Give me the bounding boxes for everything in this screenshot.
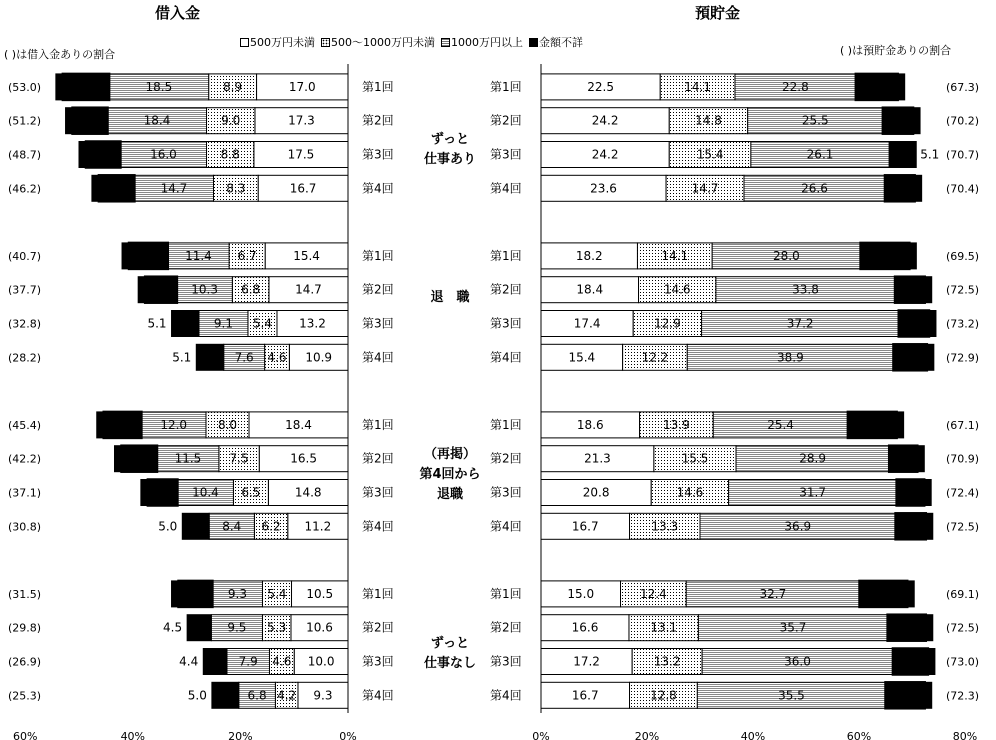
segment-unknown-fill (212, 682, 239, 708)
group-label-line: 第4回から (419, 467, 481, 482)
right-value-label: 38.9 (777, 350, 804, 365)
left-share-label: (37.7) (8, 283, 42, 297)
right-value-label: 31.7 (799, 485, 826, 500)
right-share-label: (72.3) (946, 689, 980, 703)
right-value-label: 32.7 (759, 586, 787, 601)
left-value-label: 18.4 (285, 417, 312, 432)
right-share-label: (73.2) (946, 317, 980, 331)
right-value-label: 13.1 (650, 620, 678, 635)
left-round-label: 第2回 (362, 451, 394, 466)
left-share-label: (30.8) (8, 520, 42, 534)
segment-unknown-block (56, 74, 63, 100)
segment-unknown-fill (889, 142, 916, 168)
left-round-label: 第4回 (362, 350, 394, 365)
segment-unknown-block (66, 108, 73, 134)
left-value-label: 8.3 (226, 181, 246, 196)
segment-unknown-block (927, 344, 934, 370)
right-share-label: (73.0) (946, 655, 980, 669)
left-share-label: (45.4) (8, 418, 42, 432)
right-share-label: (70.9) (946, 452, 980, 466)
left-value-label: 7.6 (234, 350, 254, 365)
left-round-label: 第4回 (362, 688, 394, 703)
left-value-label: 10.3 (191, 282, 218, 297)
segment-unknown-fill (196, 344, 223, 370)
segment-unknown-block (926, 615, 933, 641)
right-value-label: 6.6 (900, 654, 920, 669)
left-value-label: 7.2 (138, 248, 158, 263)
right-value-label: 12.9 (654, 316, 681, 331)
left-value-label: 9.0 (221, 113, 241, 128)
group-label-line: 仕事あり (423, 152, 476, 167)
right-value-label: 13.2 (653, 654, 681, 669)
right-value-label: 7.9 (867, 79, 887, 94)
segment-unknown-block (928, 649, 935, 675)
left-value-label: 6.5 (241, 485, 261, 500)
right-value-label: 17.4 (573, 316, 601, 331)
left-value-label: 14.7 (295, 282, 322, 297)
right-round-label: 第1回 (490, 417, 522, 432)
right-value-label: 28.0 (773, 248, 800, 263)
right-x-tick-label: 0% (532, 730, 550, 740)
left-round-label: 第2回 (362, 620, 394, 635)
right-value-label: 33.8 (792, 282, 819, 297)
segment-unknown-block (97, 412, 104, 438)
right-value-label: 18.6 (576, 417, 604, 432)
left-value-label: 9.3 (227, 586, 247, 601)
right-value-label: 23.6 (590, 181, 617, 196)
left-round-label: 第1回 (362, 79, 394, 94)
right-share-label: (70.4) (946, 182, 980, 196)
left-value-label: 11.5 (174, 451, 202, 466)
right-value-label: 12.8 (650, 688, 677, 703)
segment-unknown-fill (172, 311, 199, 337)
left-x-tick-label: 60% (12, 730, 38, 740)
left-value-label: 5.4 (267, 586, 287, 601)
right-value-label: 14.7 (691, 181, 719, 196)
left-round-label: 第1回 (362, 586, 394, 601)
left-value-label: 8.4 (222, 519, 242, 534)
right-value-label: 5.6 (890, 181, 910, 196)
right-value-label: 9.2 (862, 417, 882, 432)
left-round-label: 第3回 (362, 147, 394, 162)
right-value-label: 26.1 (806, 147, 834, 162)
right-value-label: 5.7 (904, 316, 924, 331)
right-value-label: 14.6 (676, 485, 704, 500)
left-value-label: 10.5 (306, 586, 334, 601)
right-value-label: 6.3 (900, 350, 920, 365)
right-value-label: 16.6 (571, 620, 599, 635)
group-label-line: ずっと (430, 132, 470, 147)
left-share-label: (26.9) (8, 655, 42, 669)
left-value-label: 17.3 (288, 113, 315, 128)
left-value-label: 7.0 (113, 417, 133, 432)
left-value-label: 13.2 (299, 316, 326, 331)
right-round-label: 第2回 (490, 113, 522, 128)
right-share-label: (69.5) (946, 249, 980, 263)
left-share-label: (42.2) (8, 452, 42, 466)
left-value-label: 18.4 (143, 113, 171, 128)
right-value-label: 35.5 (778, 688, 805, 703)
right-value-label: 9.2 (875, 248, 895, 263)
left-x-tick-label: 20% (228, 730, 253, 740)
left-chart-layer (8, 64, 394, 740)
segment-unknown-block (929, 311, 936, 337)
right-x-tick-label: 80% (952, 730, 978, 740)
left-value-label: 5.1 (172, 350, 192, 365)
left-value-label: 6.2 (261, 519, 281, 534)
right-value-label: 22.8 (782, 79, 809, 94)
left-value-label: 17.5 (287, 147, 315, 162)
segment-unknown-block (915, 175, 922, 201)
left-value-label: 5.0 (158, 519, 178, 534)
right-value-label: 36.9 (784, 519, 812, 534)
right-round-label: 第4回 (490, 519, 522, 534)
right-value-label: 15.4 (696, 147, 724, 162)
right-value-label: 5.1 (920, 147, 940, 162)
left-value-label: 16.0 (150, 147, 177, 162)
left-value-label: 16.5 (290, 451, 317, 466)
left-value-label: 5.3 (267, 620, 287, 635)
segment-unknown-block (172, 581, 179, 607)
left-value-label: 6.8 (241, 282, 261, 297)
group-label-line: 仕事なし (423, 656, 476, 671)
right-x-tick-label: 20% (634, 730, 660, 740)
right-value-label: 37.2 (786, 316, 814, 331)
left-value-label: 6.4 (93, 147, 113, 162)
legend-label: 1000万円以上 (451, 36, 523, 49)
right-value-label: 25.4 (767, 417, 794, 432)
right-value-label: 21.3 (584, 451, 611, 466)
left-value-label: 5.5 (153, 485, 173, 500)
left-value-label: 6.3 (185, 586, 206, 601)
left-value-label: 6.7 (237, 248, 257, 263)
left-round-label: 第3回 (362, 485, 394, 500)
left-round-label: 第2回 (362, 113, 394, 128)
right-round-label: 第4回 (490, 688, 522, 703)
left-round-label: 第3回 (362, 316, 394, 331)
right-value-label: 9.0 (873, 586, 893, 601)
right-value-label: 12.2 (641, 350, 669, 365)
left-x-tick-label: 40% (120, 730, 146, 740)
right-value-label: 20.8 (582, 485, 610, 500)
right-share-label: (69.1) (946, 587, 980, 601)
segment-unknown-block (909, 243, 916, 269)
left-value-label: 4.5 (163, 620, 183, 635)
right-round-label: 第2回 (490, 620, 522, 635)
left-value-label: 6.6 (107, 181, 127, 196)
right-share-label: (72.9) (946, 351, 980, 365)
legend-label: 金額不詳 (539, 36, 583, 49)
segment-unknown-block (898, 74, 905, 100)
right-round-label: 第2回 (490, 282, 522, 297)
right-round-label: 第3回 (490, 654, 522, 669)
group-label-line: 退職 (436, 487, 463, 502)
left-round-label: 第4回 (362, 519, 394, 534)
left-value-label: 14.7 (160, 181, 188, 196)
left-value-label: 10.4 (192, 485, 219, 500)
left-value-label: 10.9 (305, 350, 333, 365)
right-value-label: 16.7 (571, 688, 599, 703)
left-value-label: 7.9 (238, 654, 258, 669)
right-round-label: 第3回 (490, 147, 522, 162)
left-share-label: (48.7) (8, 148, 42, 162)
right-value-label: 25.5 (801, 113, 829, 128)
left-value-label: 8.0 (217, 417, 238, 432)
right-value-label: 14.1 (684, 79, 711, 94)
segment-unknown-block (897, 412, 904, 438)
left-chart-title: 借入金 (155, 4, 201, 22)
right-share-label: (67.3) (946, 80, 980, 94)
left-value-label: 16.7 (289, 181, 317, 196)
right-round-label: 第2回 (490, 451, 522, 466)
right-round-label: 第4回 (490, 350, 522, 365)
right-value-label: 35.7 (779, 620, 807, 635)
left-value-label: 11.4 (185, 248, 212, 263)
right-value-label: 24.2 (591, 147, 619, 162)
right-value-label: 26.6 (801, 181, 828, 196)
right-x-tick-label: 40% (740, 730, 766, 740)
right-value-label: 15.5 (681, 451, 709, 466)
segment-unknown-block (115, 446, 122, 472)
right-share-label: (70.7) (946, 148, 980, 162)
left-value-label: 9.1 (213, 316, 233, 331)
left-share-label: (32.8) (8, 317, 42, 331)
right-share-label: (72.5) (946, 621, 980, 635)
segment-unknown-block (92, 175, 99, 201)
segment-unknown-block (925, 682, 932, 708)
left-value-label: 6.5 (80, 113, 100, 128)
legend-label: 500万円未満 (250, 36, 315, 49)
right-value-label: 14.1 (661, 248, 689, 263)
left-share-note: ( )は借入金ありの割合 (4, 48, 116, 61)
left-share-label: (37.1) (8, 486, 42, 500)
left-value-label: 5.1 (147, 316, 167, 331)
right-value-label: 24.2 (591, 113, 619, 128)
left-round-label: 第4回 (362, 181, 394, 196)
right-value-label: 5.7 (888, 113, 908, 128)
right-share-label: (72.5) (946, 283, 980, 297)
left-value-label: 10.0 (307, 654, 335, 669)
left-share-label: (40.7) (8, 249, 42, 263)
right-round-label: 第3回 (490, 485, 522, 500)
right-value-label: 13.3 (651, 519, 679, 534)
left-value-label: 17.0 (288, 79, 316, 94)
segment-unknown-block (925, 277, 932, 303)
right-value-label: 14.6 (663, 282, 691, 297)
group-label-line: 退 職 (430, 290, 470, 305)
left-value-label: 8.6 (76, 79, 96, 94)
right-chart-title: 預貯金 (695, 4, 741, 22)
right-value-label: 15.0 (567, 586, 595, 601)
right-round-label: 第1回 (490, 248, 522, 263)
group-label-line: ずっと (430, 636, 470, 651)
right-share-note: ( )は預貯金ありの割合 (840, 44, 952, 57)
right-value-label: 15.4 (568, 350, 596, 365)
legend-label: 500～1000万円未満 (331, 36, 435, 49)
segment-unknown-fill (187, 615, 211, 641)
left-value-label: 7.5 (229, 451, 249, 466)
left-value-label: 6.8 (247, 688, 267, 703)
right-value-label: 17.2 (573, 654, 600, 669)
left-value-label: 12.0 (160, 417, 188, 432)
left-value-label: 9.3 (313, 688, 333, 703)
left-share-label: (28.2) (8, 351, 42, 365)
segment-unknown-block (141, 480, 148, 506)
left-round-label: 第3回 (362, 654, 394, 669)
right-x-tick-label: 60% (846, 730, 872, 740)
left-value-label: 4.6 (272, 654, 292, 669)
segment-unknown-fill (203, 649, 227, 675)
left-value-label: 5.0 (187, 688, 207, 703)
left-value-label: 9.5 (227, 620, 247, 635)
left-share-label: (31.5) (8, 587, 42, 601)
left-share-label: (53.0) (8, 80, 42, 94)
left-round-label: 第1回 (362, 417, 394, 432)
left-x-tick-label: 0% (339, 730, 357, 740)
segment-unknown-fill (182, 513, 209, 539)
left-value-label: 8.9 (223, 79, 243, 94)
right-value-label: 7.2 (897, 620, 917, 635)
right-value-label: 16.7 (571, 519, 599, 534)
right-share-label: (72.5) (946, 520, 980, 534)
right-round-label: 第4回 (490, 181, 522, 196)
left-value-label: 4.6 (267, 350, 287, 365)
segment-unknown-block (924, 480, 931, 506)
left-round-label: 第1回 (362, 248, 394, 263)
left-round-label: 第2回 (362, 282, 394, 297)
left-value-label: 14.8 (294, 485, 322, 500)
right-value-label: 5.6 (900, 282, 920, 297)
segment-unknown-block (138, 277, 145, 303)
segment-unknown-block (917, 446, 924, 472)
left-value-label: 11.2 (304, 519, 332, 534)
right-value-label: 5.3 (893, 451, 913, 466)
left-value-label: 5.4 (252, 316, 273, 331)
right-value-label: 7.4 (895, 688, 915, 703)
right-value-label: 36.0 (784, 654, 811, 669)
right-chart-layer (490, 64, 979, 740)
right-round-label: 第1回 (490, 79, 522, 94)
right-value-label: 18.2 (575, 248, 603, 263)
right-round-label: 第1回 (490, 586, 522, 601)
left-value-label: 18.5 (145, 79, 173, 94)
right-value-label: 5.7 (901, 519, 921, 534)
right-value-label: 13.9 (663, 417, 690, 432)
segment-unknown-block (926, 513, 933, 539)
segment-unknown-block (913, 108, 920, 134)
left-share-label: (51.2) (8, 114, 42, 128)
right-share-label: (67.1) (946, 418, 980, 432)
right-value-label: 5.2 (900, 485, 920, 500)
right-value-label: 22.5 (587, 79, 614, 94)
right-value-label: 28.9 (799, 451, 826, 466)
segment-unknown-block (122, 243, 129, 269)
segment-unknown-block (907, 581, 914, 607)
group-label-line: （再掲） (423, 447, 476, 462)
left-share-label: (25.3) (8, 689, 42, 703)
left-share-label: (29.8) (8, 621, 42, 635)
left-share-label: (46.2) (8, 182, 42, 196)
right-value-label: 12.4 (640, 586, 667, 601)
left-value-label: 5.9 (151, 282, 171, 297)
right-value-label: 14.8 (695, 113, 722, 128)
segment-unknown-block (79, 142, 86, 168)
right-share-label: (72.4) (946, 486, 980, 500)
right-value-label: 18.4 (576, 282, 604, 297)
left-value-label: 10.6 (306, 620, 333, 635)
left-value-label: 15.4 (293, 248, 320, 263)
left-value-label: 4.2 (277, 688, 297, 703)
right-round-label: 第3回 (490, 316, 522, 331)
left-value-label: 8.8 (220, 147, 240, 162)
left-value-label: 4.4 (179, 654, 199, 669)
left-value-label: 6.6 (129, 451, 149, 466)
right-share-label: (70.2) (946, 114, 980, 128)
